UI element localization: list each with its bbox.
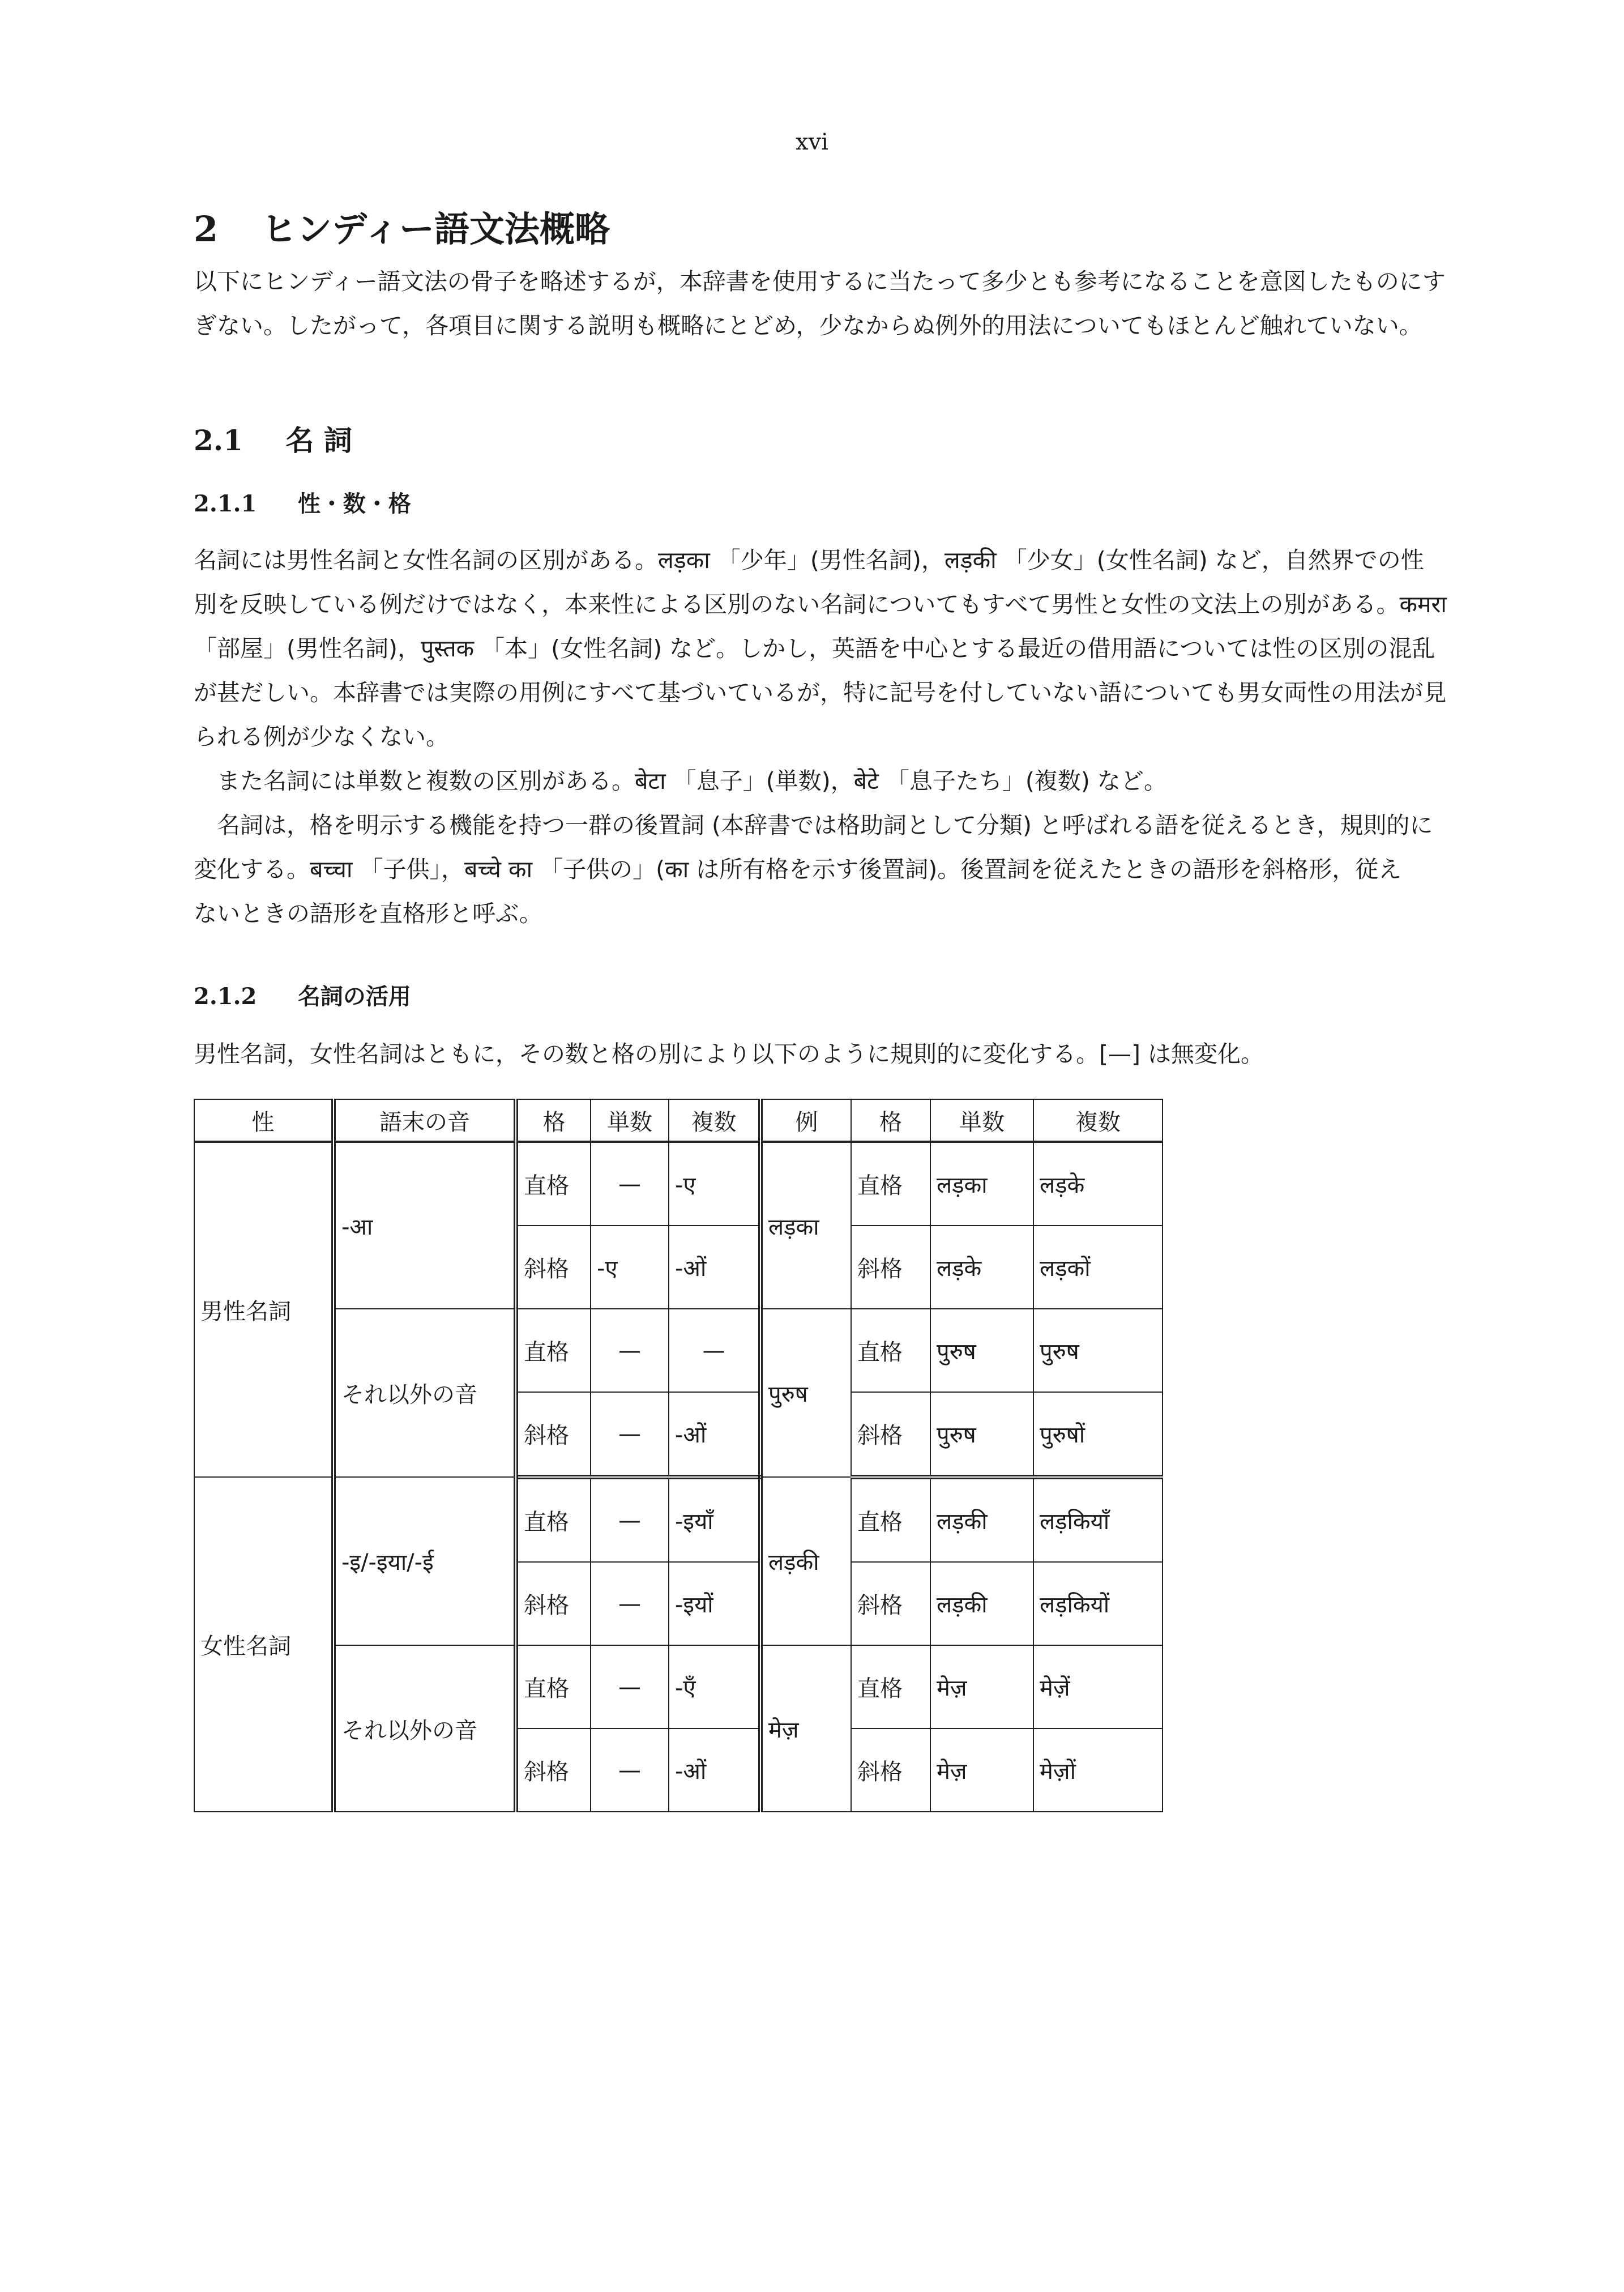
case-cell: 斜格	[516, 1562, 591, 1645]
table-row	[194, 1645, 1163, 1728]
example-singular-cell: लड़की	[930, 1562, 1033, 1645]
paragraph-line: が甚だしい。本辞書では実際の用例にすべて基づいているが，特に記号を付していない語についても男女両性の用法が見	[194, 679, 1447, 706]
case-cell: 斜格	[851, 1392, 930, 1477]
singular-cell: —	[591, 1645, 669, 1728]
table-header-row	[194, 1099, 1163, 1142]
section-number: 2.1	[194, 424, 243, 457]
table-row	[194, 1477, 1163, 1562]
paragraph-line: 別を反映している例だけではなく，本来性による区別のない名詞についてもすべて男性と女性の文法上の別がある。कमरा	[194, 591, 1447, 618]
example-plural-cell: लड़के	[1033, 1142, 1163, 1226]
ending-cell: -इ/-इया/-ई	[334, 1477, 516, 1645]
header-cell: 語末の音	[334, 1099, 516, 1142]
case-cell: 斜格	[851, 1562, 930, 1645]
header-cell: 単数	[591, 1099, 669, 1142]
subsection-number: 2.1.1	[194, 490, 257, 517]
paragraph-line: 「部屋」(男性名詞)，पुस्तक 「本」(女性名詞) など。しかし，英語を中心とする最近の借用語については性の区別の混乱	[194, 635, 1435, 662]
example-plural-cell: लड़कियों	[1033, 1562, 1163, 1645]
case-cell: 斜格	[516, 1392, 591, 1477]
paragraph-gender	[194, 538, 1564, 759]
example-plural-cell: पुरुषों	[1033, 1392, 1163, 1477]
paragraph-case	[194, 803, 1564, 936]
singular-cell: —	[591, 1392, 669, 1477]
intro-paragraph	[194, 259, 1564, 348]
header-cell: 例	[760, 1099, 851, 1142]
case-cell: 斜格	[516, 1226, 591, 1309]
section-title: 名 詞	[285, 424, 352, 457]
plural-cell: -इयाँ	[669, 1477, 760, 1562]
example-plural-cell: मेज़ों	[1033, 1728, 1163, 1812]
paragraph-line: 名詞は，格を明示する機能を持つ一群の後置詞 (本辞書では格助詞として分類) と呼ばれる語を従えるとき，規則的に	[217, 812, 1433, 839]
example-singular-cell: लड़के	[930, 1226, 1033, 1309]
ending-cell: それ以外の音	[334, 1645, 516, 1812]
case-cell: 直格	[516, 1142, 591, 1226]
example-singular-cell: पुरुष	[930, 1392, 1033, 1477]
case-cell: 斜格	[851, 1728, 930, 1812]
example-plural-cell: मेज़ें	[1033, 1645, 1163, 1728]
intro-line: 以下にヒンディー語文法の骨子を略述するが，本辞書を使用するに当たって多少とも参考になることを意図したものにす	[194, 268, 1446, 295]
subsection-title: 名詞の活用	[297, 984, 411, 1010]
table-row	[194, 1309, 1163, 1392]
paragraph-line: られる例が少なくない。	[194, 723, 449, 750]
example-plural-cell: लड़कियाँ	[1033, 1477, 1163, 1562]
singular-cell: —	[591, 1142, 669, 1226]
header-cell: 格	[516, 1099, 591, 1142]
subsection-number: 2.1.2	[194, 983, 257, 1010]
paragraph-line: 変化する。बच्चा 「子供」，बच्चे का 「子供の」(का は所有格を示す後置詞)。後置詞を従えたときの語形を斜格形，従え	[194, 856, 1402, 883]
singular-cell: —	[591, 1728, 669, 1812]
gender-cell: 女性名詞	[194, 1477, 334, 1812]
singular-cell: —	[591, 1309, 669, 1392]
header-cell: 複数	[1033, 1099, 1163, 1142]
header-cell: 複数	[669, 1099, 760, 1142]
plural-cell: -ए	[669, 1142, 760, 1226]
chapter-title-text: ヒンディー語文法概略	[262, 208, 610, 250]
section-2-1-1-heading	[194, 486, 411, 518]
example-cell: लड़की	[760, 1477, 851, 1645]
intro-line: ぎない。したがって，各項目に関する説明も概略にとどめ，少なからぬ例外的用法についてもほとんど触れていない。	[194, 312, 1422, 339]
plural-cell: —	[669, 1309, 760, 1392]
example-cell: लड़का	[760, 1142, 851, 1309]
plural-cell: -ओं	[669, 1226, 760, 1309]
page-number: xvi	[796, 129, 828, 155]
case-cell: 直格	[516, 1477, 591, 1562]
example-singular-cell: लड़की	[930, 1477, 1033, 1562]
case-cell: 直格	[851, 1142, 930, 1226]
example-cell: पुरुष	[760, 1309, 851, 1477]
case-cell: 直格	[851, 1309, 930, 1392]
plural-cell: -ओं	[669, 1392, 760, 1477]
header-cell: 性	[194, 1099, 334, 1142]
ending-cell: -आ	[334, 1142, 516, 1309]
case-cell: 直格	[851, 1477, 930, 1562]
singular-cell: —	[591, 1477, 669, 1562]
gender-cell: 男性名詞	[194, 1142, 334, 1477]
section-2-1-heading	[194, 418, 352, 459]
header-cell: 単数	[930, 1099, 1033, 1142]
singular-cell: —	[591, 1562, 669, 1645]
example-cell: मेज़	[760, 1645, 851, 1812]
ending-cell: それ以外の音	[334, 1309, 516, 1477]
case-cell: 直格	[516, 1309, 591, 1392]
example-plural-cell: लड़कों	[1033, 1226, 1163, 1309]
example-singular-cell: मेज़	[930, 1645, 1033, 1728]
example-singular-cell: लड़का	[930, 1142, 1033, 1226]
section-2-1-2-heading	[194, 979, 411, 1011]
plural-cell: -ओं	[669, 1728, 760, 1812]
paragraph-line: 名詞には男性名詞と女性名詞の区別がある。लड़का 「少年」(男性名詞)，लड़की 「少女」(女性名詞) など，自然界での性	[194, 547, 1424, 574]
table-row	[194, 1142, 1163, 1226]
example-singular-cell: मेज़	[930, 1728, 1033, 1812]
declension-table	[194, 1099, 1162, 1812]
case-cell: 斜格	[516, 1728, 591, 1812]
singular-cell: -ए	[591, 1226, 669, 1309]
plural-cell: -इयों	[669, 1562, 760, 1645]
case-cell: 斜格	[851, 1226, 930, 1309]
plural-cell: -एँ	[669, 1645, 760, 1728]
header-cell: 格	[851, 1099, 930, 1142]
example-plural-cell: पुरुष	[1033, 1309, 1163, 1392]
case-cell: 直格	[851, 1645, 930, 1728]
paragraph-declension: 男性名詞，女性名詞はともに，その数と格の別により以下のように規則的に変化する。[—] は無変化。	[194, 1040, 1264, 1068]
paragraph-line: ないときの語形を直格形と呼ぶ。	[194, 900, 542, 927]
subsection-title: 性・数・格	[297, 491, 411, 517]
example-singular-cell: पुरुष	[930, 1309, 1033, 1392]
chapter-number: 2	[194, 208, 219, 250]
chapter-title	[194, 201, 610, 251]
paragraph-number: また名詞には単数と複数の区別がある。बेटा 「息子」(単数)，बेटे 「息子たち」(複数) など。	[217, 767, 1167, 795]
case-cell: 直格	[516, 1645, 591, 1728]
